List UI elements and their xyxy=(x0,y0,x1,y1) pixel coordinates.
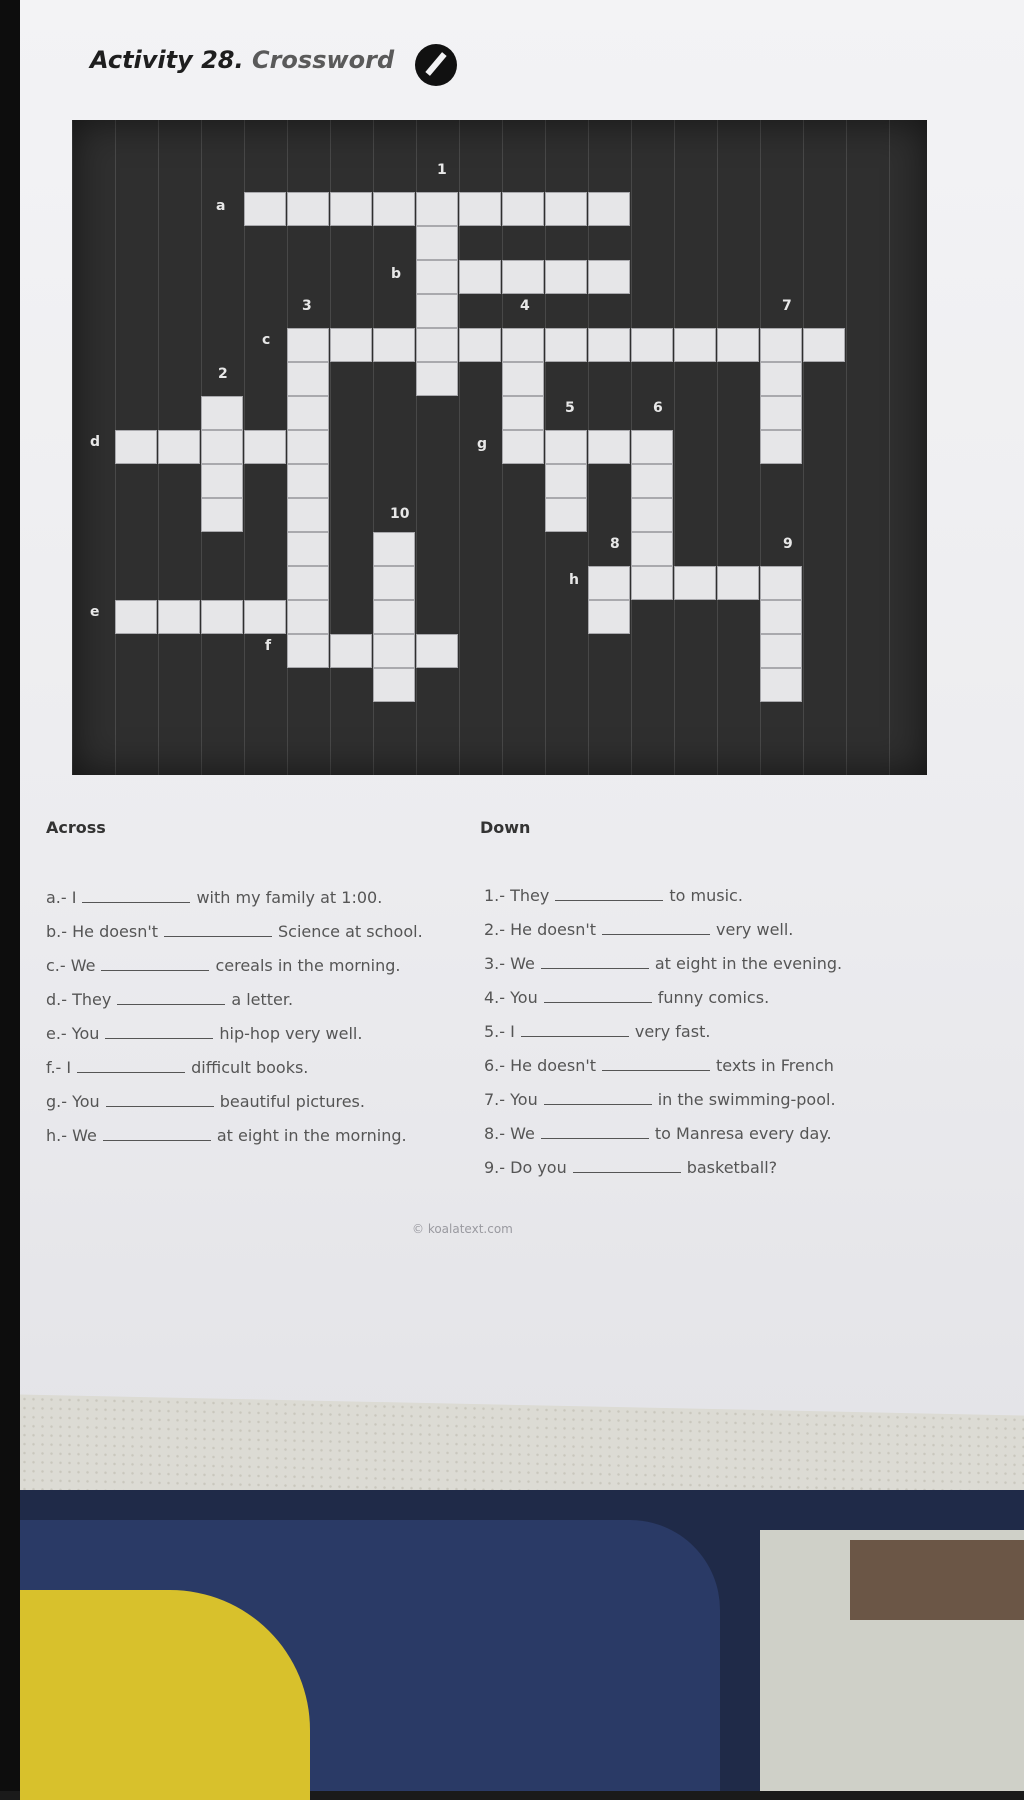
clue-label: 2.- He doesn't xyxy=(484,920,597,939)
grid-letter-b: b xyxy=(391,266,402,282)
across-clue xyxy=(46,1126,407,1145)
clue-label: b.- He doesn't xyxy=(46,922,158,941)
grid-cell[interactable] xyxy=(459,328,501,362)
answer-blank[interactable] xyxy=(602,920,710,935)
left-edge xyxy=(0,0,20,1791)
grid-cell[interactable] xyxy=(416,328,458,362)
grid-cell[interactable] xyxy=(201,498,243,532)
clue-text: funny comics. xyxy=(657,988,770,1007)
clue-text: hip-hop very well. xyxy=(219,1024,363,1043)
clue-text: to music. xyxy=(669,886,743,905)
grid-letter-e: e xyxy=(90,604,100,620)
down-clue xyxy=(484,920,793,939)
grid-cell[interactable] xyxy=(287,192,329,226)
grid-letter-f: f xyxy=(265,638,272,654)
clue-label: a.- I xyxy=(46,888,77,907)
brown-object xyxy=(850,1540,1024,1620)
grid-cell[interactable] xyxy=(588,566,630,600)
grid-cell[interactable] xyxy=(502,260,544,294)
grid-number-10: 10 xyxy=(390,506,410,522)
clue-label: 4.- You xyxy=(484,988,538,1007)
grid-cell[interactable] xyxy=(373,600,415,634)
down-clue xyxy=(484,1090,836,1109)
grid-cell[interactable] xyxy=(588,328,630,362)
grid-cell[interactable] xyxy=(330,328,372,362)
grid-cell[interactable] xyxy=(373,532,415,566)
grid-number-8: 8 xyxy=(610,536,620,552)
grid-cell[interactable] xyxy=(373,566,415,600)
grid-cell[interactable] xyxy=(760,362,802,396)
grid-cell[interactable] xyxy=(631,430,673,464)
across-clue xyxy=(46,1092,365,1111)
grid-cell[interactable] xyxy=(545,430,587,464)
grid-cell[interactable] xyxy=(803,328,845,362)
grid-cell[interactable] xyxy=(588,260,630,294)
clue-text: very fast. xyxy=(634,1022,711,1041)
grid-cell[interactable] xyxy=(502,192,544,226)
grid-cell[interactable] xyxy=(674,328,716,362)
grid-cell[interactable] xyxy=(158,600,200,634)
clue-label: 5.- I xyxy=(484,1022,515,1041)
clue-text: with my family at 1:00. xyxy=(196,888,383,907)
answer-blank[interactable] xyxy=(544,1090,652,1105)
title-main: Activity 28. xyxy=(90,46,244,74)
across-clue xyxy=(46,956,401,975)
grid-cell[interactable] xyxy=(287,600,329,634)
grid-cell[interactable] xyxy=(416,362,458,396)
across-heading: Across xyxy=(46,818,106,837)
grid-number-6: 6 xyxy=(653,400,663,416)
grid-cell[interactable] xyxy=(287,362,329,396)
crossword-grid xyxy=(72,120,927,775)
answer-blank[interactable] xyxy=(77,1058,185,1073)
down-clue xyxy=(484,988,769,1007)
grid-cell[interactable] xyxy=(201,430,243,464)
across-clue xyxy=(46,1058,308,1077)
down-clue xyxy=(484,886,743,905)
grid-cell[interactable] xyxy=(760,600,802,634)
grid-cell[interactable] xyxy=(158,430,200,464)
grid-cell[interactable] xyxy=(287,328,329,362)
clue-label: d.- They xyxy=(46,990,112,1009)
grid-cell[interactable] xyxy=(244,600,286,634)
clue-label: 1.- They xyxy=(484,886,550,905)
grid-cell[interactable] xyxy=(373,328,415,362)
answer-blank[interactable] xyxy=(541,1124,649,1139)
clue-text: at eight in the morning. xyxy=(216,1126,407,1145)
across-clue xyxy=(46,990,293,1009)
grid-cell[interactable] xyxy=(201,600,243,634)
grid-cell[interactable] xyxy=(115,430,157,464)
grid-cell[interactable] xyxy=(760,566,802,600)
grid-cell[interactable] xyxy=(760,668,802,702)
down-clue xyxy=(484,1124,832,1143)
clue-label: 8.- We xyxy=(484,1124,535,1143)
grid-cell[interactable] xyxy=(545,464,587,498)
grid-letter-c: c xyxy=(262,332,271,348)
grid-letter-d: d xyxy=(90,434,101,450)
grid-cell[interactable] xyxy=(502,396,544,430)
grid-cell[interactable] xyxy=(416,260,458,294)
grid-cell[interactable] xyxy=(115,600,157,634)
clue-text: cereals in the morning. xyxy=(215,956,401,975)
grid-number-4: 4 xyxy=(520,298,530,314)
grid-cell[interactable] xyxy=(588,600,630,634)
grid-cell[interactable] xyxy=(287,498,329,532)
grid-number-7: 7 xyxy=(782,298,792,314)
grid-number-1: 1 xyxy=(437,162,447,178)
grid-cell[interactable] xyxy=(760,430,802,464)
grid-cell[interactable] xyxy=(502,362,544,396)
grid-cell[interactable] xyxy=(588,192,630,226)
clue-label: h.- We xyxy=(46,1126,97,1145)
answer-blank[interactable] xyxy=(82,888,190,903)
grid-cell[interactable] xyxy=(717,566,759,600)
down-clue xyxy=(484,1158,777,1177)
clue-label: 3.- We xyxy=(484,954,535,973)
grid-cell[interactable] xyxy=(373,192,415,226)
answer-blank[interactable] xyxy=(521,1022,629,1037)
grid-cell[interactable] xyxy=(287,566,329,600)
clue-text: in the swimming-pool. xyxy=(657,1090,836,1109)
clue-label: 7.- You xyxy=(484,1090,538,1109)
grid-cell[interactable] xyxy=(588,430,630,464)
grid-cell[interactable] xyxy=(631,498,673,532)
grid-cell[interactable] xyxy=(545,192,587,226)
answer-blank[interactable] xyxy=(573,1158,681,1173)
grid-cell[interactable] xyxy=(416,634,458,668)
answer-blank[interactable] xyxy=(101,956,209,971)
grid-cell[interactable] xyxy=(545,328,587,362)
clue-label: f.- I xyxy=(46,1058,72,1077)
clue-text: beautiful pictures. xyxy=(219,1092,365,1111)
down-clue xyxy=(484,1056,834,1075)
grid-cell[interactable] xyxy=(459,192,501,226)
grid-cell[interactable] xyxy=(717,328,759,362)
clue-text: basketball? xyxy=(686,1158,778,1177)
grid-letter-h: h xyxy=(569,572,579,588)
clue-label: g.- You xyxy=(46,1092,100,1111)
grid-cell[interactable] xyxy=(760,634,802,668)
clue-label: 9.- Do you xyxy=(484,1158,567,1177)
grid-cell[interactable] xyxy=(330,634,372,668)
answer-blank[interactable] xyxy=(544,988,652,1003)
grid-cell[interactable] xyxy=(330,192,372,226)
title-sub: Crossword xyxy=(251,46,395,74)
grid-cell[interactable] xyxy=(416,226,458,260)
grid-cell[interactable] xyxy=(416,192,458,226)
answer-blank[interactable] xyxy=(555,886,663,901)
grid-cell[interactable] xyxy=(631,532,673,566)
grid-cell[interactable] xyxy=(287,464,329,498)
grid-cell[interactable] xyxy=(201,464,243,498)
answer-blank[interactable] xyxy=(105,1024,213,1039)
answer-blank[interactable] xyxy=(103,1126,211,1141)
grid-cell[interactable] xyxy=(459,260,501,294)
grid-cell[interactable] xyxy=(287,634,329,668)
grid-cell[interactable] xyxy=(373,634,415,668)
pencil-icon xyxy=(415,44,457,86)
grid-cell[interactable] xyxy=(760,328,802,362)
grid-cell[interactable] xyxy=(416,294,458,328)
grid-number-5: 5 xyxy=(565,400,575,416)
grid-cell[interactable] xyxy=(631,328,673,362)
clue-text: to Manresa every day. xyxy=(654,1124,832,1143)
clue-text: at eight in the evening. xyxy=(654,954,843,973)
grid-letter-a: a xyxy=(216,198,226,214)
clue-label: c.- We xyxy=(46,956,96,975)
grid-cell[interactable] xyxy=(545,260,587,294)
grid-cell[interactable] xyxy=(631,464,673,498)
grid-number-3: 3 xyxy=(302,298,312,314)
grid-cell[interactable] xyxy=(287,430,329,464)
down-clue xyxy=(484,954,842,973)
across-clue xyxy=(46,1024,362,1043)
grid-cell[interactable] xyxy=(674,566,716,600)
clue-text: Science at school. xyxy=(278,922,423,941)
grid-cell[interactable] xyxy=(244,192,286,226)
clue-label: 6.- He doesn't xyxy=(484,1056,597,1075)
grid-letter-g: g xyxy=(477,436,488,452)
grid-number-9: 9 xyxy=(783,536,793,552)
watermark: © koalatext.com xyxy=(412,1222,513,1236)
grid-cell[interactable] xyxy=(545,498,587,532)
clue-text: texts in French xyxy=(716,1056,834,1075)
answer-blank[interactable] xyxy=(602,1056,710,1071)
grid-cell[interactable] xyxy=(373,668,415,702)
activity-title xyxy=(90,46,394,74)
down-clue xyxy=(484,1022,710,1041)
answer-blank[interactable] xyxy=(106,1092,214,1107)
answer-blank[interactable] xyxy=(541,954,649,969)
grid-cell[interactable] xyxy=(502,328,544,362)
answer-blank[interactable] xyxy=(164,922,272,937)
grid-cell[interactable] xyxy=(287,532,329,566)
across-clue xyxy=(46,922,423,941)
clue-label: e.- You xyxy=(46,1024,100,1043)
grid-cell[interactable] xyxy=(287,396,329,430)
clue-text: very well. xyxy=(716,920,794,939)
clue-text: difficult books. xyxy=(191,1058,309,1077)
grid-cell[interactable] xyxy=(502,430,544,464)
grid-cell[interactable] xyxy=(631,566,673,600)
down-heading: Down xyxy=(480,818,531,837)
clue-text: a letter. xyxy=(231,990,294,1009)
grid-cell[interactable] xyxy=(244,430,286,464)
answer-blank[interactable] xyxy=(117,990,225,1005)
across-clue xyxy=(46,888,382,907)
grid-cell[interactable] xyxy=(760,396,802,430)
grid-cell[interactable] xyxy=(201,396,243,430)
grid-number-2: 2 xyxy=(218,366,228,382)
